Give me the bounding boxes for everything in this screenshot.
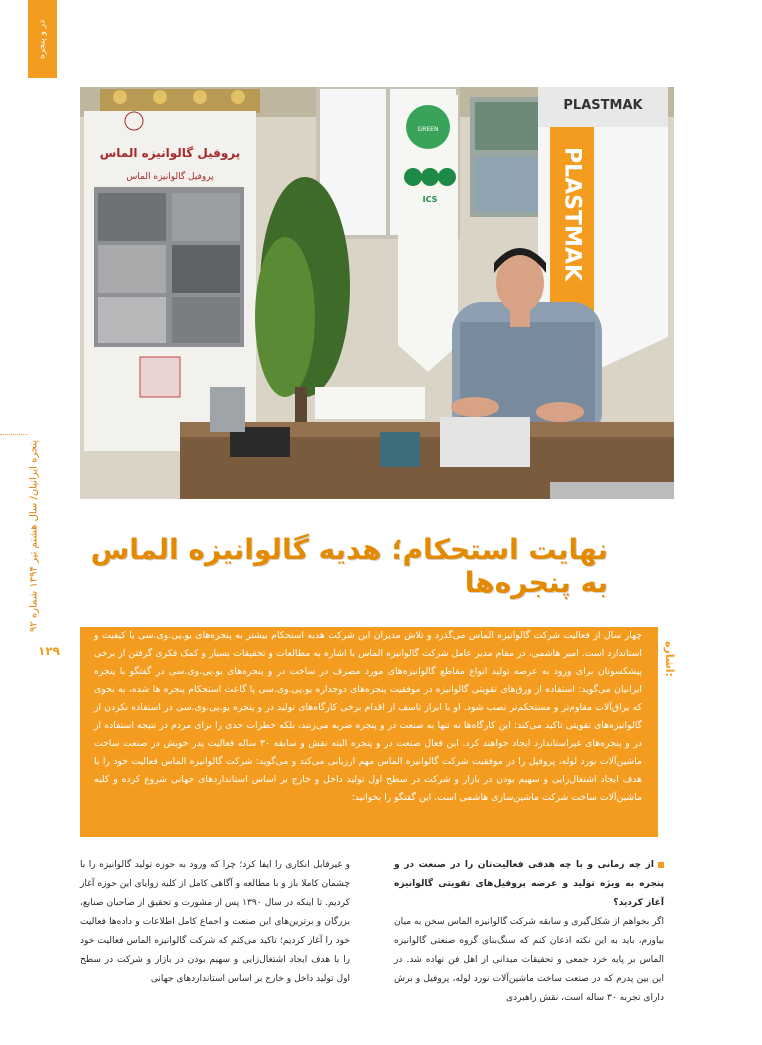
interview-question: از چه زمانی و با چه هدفی فعالیت‌تان را در صنعت در و پنجره به ویژه تولید و عرضه پروفیل‌های تقویتی گالوانیزه آغاز کردید؟ [394,860,664,908]
page-number: ۱۲۹ [32,640,66,662]
section-tab: در و پنجره [28,0,57,78]
banner-right-brand: PLASTMAK [563,98,643,113]
article-headline: نهایت استحکام؛ هدیه گالوانیزه الماس به پنجره‌ها [90,533,608,599]
interview-photo [80,87,674,499]
issue-ribbon: پنجره ایرانیان/ سال هشتم تیر ۱۳۹۴ شماره ۹۲ [28,440,40,633]
article-column-left [80,856,350,989]
badge-text: GREEN [417,126,439,133]
divider [0,434,28,435]
badge-letters: ICS [422,195,438,204]
banner-left-title: پروفیل گالوانیزه الماس [99,146,241,160]
bullet-icon [658,862,664,868]
answer-paragraph: اگر بخواهم از شکل‌گیری و سابقه شرکت گالوانیزه الماس سخن به میان بیاورم، باید به این نکته اذعان کنم که سنگ‌بنای گروه صنعتی گالوانیزه الماس بر پایه خرد جمعی و تحقیقات میدانی از اهل فن نهاده شد. در این بین پدرم که در صنعت ساخت ماشین‌آلات نورد لوله، پروفیل و برش دارای تجربه ۳۰ ساله است، نقش راهبردی [394,917,664,1003]
intro-box [80,627,658,837]
intro-label: اشاره: [663,641,676,677]
banner-right-vertical: PLASTMAK [559,147,585,281]
intro-paragraph: چهار سال از فعالیت شرکت گالوانیزه الماس می‌گذرد و تلاش مدیران این شرکت هدیه استحکام بیشتر به پنجره‌های یو.پی.وی.سی با کیفیت و استاندارد است. امیر هاشمی، در مقام مدیر عامل شرکت گالوانیزه الماس با اشاره به مطالعات و تحقیقات بسیار و کمک فکری گرفتن از برخی پیشکسوتان برای ورود به عرصه تولید انواع مقاطع گالوانیزه‌های مورد مصرف در ساخت در و پنجره‌های یو.پی.وی.سی در گفتگو با پنجره ایرانیان می‌گوید: استفاده از ورق‌های تقویتی گالوانیزه در موفقیت پنجره‌های دوجداره یو.پی.وی.سی پا گاعث استحکام پنجره ها شده، به نحوی که یراق‌آلات مقاوم‌تر و مستحکم‌تر نصب شود. او با ابراز تاسف از اقدام برخی کارگاه‌های تولید در و پنجره یو.پی.وی.سی در استفاده نکردن از گالوانیزه‌های تقویتی تاکید می‌کند: این کارگاه‌ها نه تنها به صنعت در و پنجره ضربه می‌زنند، بلکه خطرات جدی را برای مردم در نتیجه استفاده از در و پنجره‌های غیراستاندارد ایجاد خواهند کرد. این فعال صنعت در و پنجره البته نقش و سابقه ۳۰ ساله فعالیت پدر خویش در صنعت ساخت ماشین‌آلات نورد لوله، پروفیل را در موفقیت شرکت گالوانیزه الماس مهم ارزیابی می‌کند و می‌گوید: شرکت گالوانیزه الماس فعالیت خود را با هدف ایجاد اشتغال‌زایی و سهیم بودن در بازار و شرکت در سطح اول تولید داخل و خارج بر اساس استانداردهای جهانی شروع کرده و کلیه ماشین‌آلات ساخت شرکت ماشین‌سازی هاشمی است. این گفتگو را بخوانید: [94,630,642,803]
article-column-right [394,856,664,1008]
office-scene [80,87,674,499]
banner-left-subtitle: پروفیل گالوانیزه الماس [126,172,214,182]
answer-paragraph-continued: و غیرقابل انکاری را ایفا کرد؛ چرا که ورود به حوزه تولید گالوانیزه را با چشمان کاملا باز و با مطالعه و آگاهی کامل از کلیه زوایای این حوزه آغاز کردیم. تا اینکه در سال ۱۳۹۰ پس از مشورت و تحقیق از صاحبان صنایع، بزرگان و برترین‌های این صنعت و اجماع کامل اطلاعات و داده‌ها فعالیت خود را آغاز کردیم؛ تاکید می‌کنم که شرکت گالوانیزه الماس فعالیت خود را با هدف ایجاد اشتغال‌زایی و سهیم بودن در بازار و شرکت در سطح اول تولید داخل و خارج بر اساس استانداردهای جهانی [80,860,351,984]
